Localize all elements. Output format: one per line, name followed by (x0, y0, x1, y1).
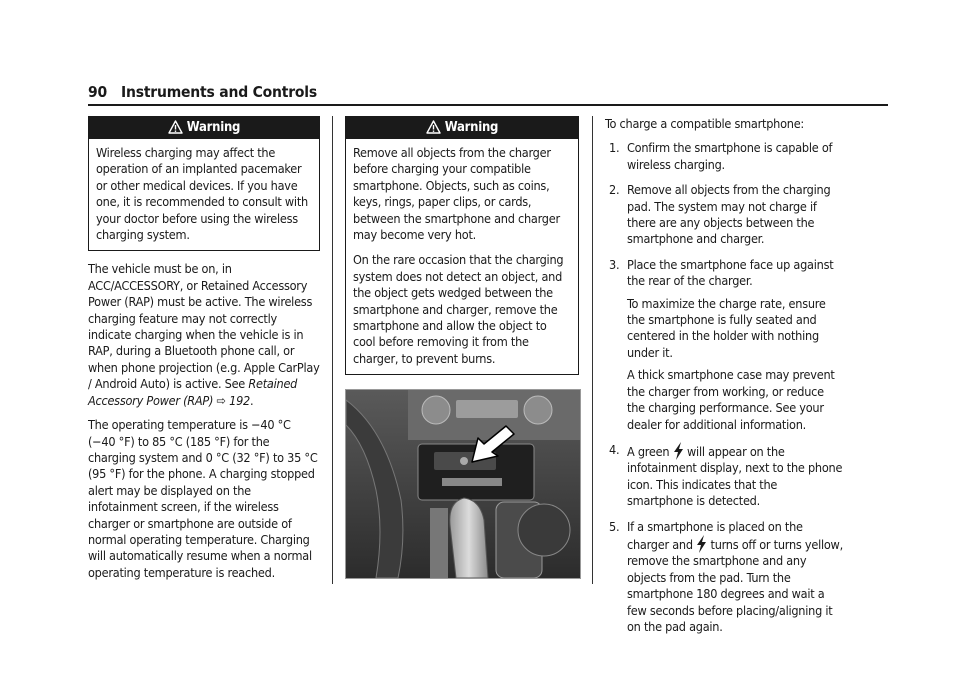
list-item (605, 257, 845, 433)
retained-accessory-power-link[interactable]: Retained Accessory Power (RAP) (88, 376, 298, 408)
warning-header (89, 117, 319, 139)
page-header (88, 83, 317, 101)
paragraph-power-mode-text: The vehicle must be on, in ACC/ACCESSORY, or Retained Accessory Power (RAP) must be active. The wireless charging feature may not correctly indicate charging when the vehicle is in RAP, during a Bluetooth phone call, or when phone projection (e.g. Apple CarPlay / Android Auto) is active. See (88, 261, 320, 392)
list-item (605, 519, 845, 636)
charging-steps (605, 140, 845, 635)
column-2 (345, 116, 579, 579)
column-1 (88, 116, 320, 589)
step-number: 3. (609, 256, 620, 272)
warning-paragraph-1: Remove all objects from the charger before charging your compatible smartphone. Objects, such as coins, keys, rings, paper clips, or cards, between the smartphone and charger may become very hot. (353, 145, 560, 243)
step-number: 1. (609, 140, 620, 156)
step-text: If a smartphone is placed on the charger and (627, 518, 803, 552)
step-number: 2. (609, 182, 620, 198)
lightning-bolt-icon (673, 442, 684, 460)
lightning-bolt-icon (696, 535, 707, 553)
warning-box-pacemaker (88, 116, 320, 251)
step-text: Confirm the smartphone is capable of wireless charging. (627, 140, 833, 172)
warning-text: Wireless charging may affect the operation of an implanted pacemaker or other medical devices. If you have one, it is recommended to consult with your doctor before using the wireless charging system. (96, 145, 308, 243)
step-text: turns off or turns yellow, remove the smartphone and any objects from the pad. Turn the smartphone 180 degrees and wait a few seconds before placing/aligning it on the pad again. (627, 536, 843, 634)
warning-header (346, 117, 578, 139)
column-divider-2 (592, 116, 593, 584)
page-number: 90 (88, 83, 108, 101)
wireless-charger-illustration (345, 389, 581, 579)
warning-title: Warning (444, 120, 499, 135)
page-reference-arrow-icon: ⇨ (216, 392, 226, 408)
step-subtext: A thick smartphone case may prevent the charger from working, or reduce the charging performance. See your dealer for additional information. (627, 367, 835, 432)
paragraph-operating-temperature: The operating temperature is −40 °C (−40 °F) to 85 °C (185 °F) for the charging system and 0 °C (32 °F) to 35 °C (95 °F) for the phone. A charging stopped alert may be displayed on the infotainment screen, if the wireless charger or smartphone are outside of normal operating temperature. Charging will automatically resume when a normal operating temperature is reached. (88, 417, 318, 580)
warning-triangle-icon (426, 120, 441, 134)
charging-intro: To charge a compatible smartphone: (605, 116, 804, 131)
list-item (605, 182, 845, 248)
step-text: will appear on the infotainment display, next to the phone icon. This indicates that the smartphone is detected. (627, 443, 843, 509)
warning-box-objects (345, 116, 579, 375)
section-title: Instruments and Controls (121, 83, 317, 101)
list-item (605, 442, 845, 510)
paragraph-power-mode: The vehicle must be on, in ACC/ACCESSORY, or Retained Accessory Power (RAP) must be active. The wireless charging feature may not correctly indicate charging when the vehicle is in RAP, during a Bluetooth phone call, or when phone projection (e.g. Apple CarPlay / Android Auto) is active. See Retained Accessory Power (RAP) ⇨ 192. (88, 261, 320, 408)
step-text: A green (627, 443, 670, 459)
step-subtext: To maximize the charge rate, ensure the smartphone is fully seated and centered in the holder with nothing under it. (627, 295, 826, 360)
step-text: Place the smartphone face up against the rear of the charger. (627, 256, 834, 289)
column-divider-1 (332, 116, 333, 584)
warning-title: Warning (186, 120, 241, 135)
charger-console-image (346, 390, 580, 578)
warning-paragraph-2: On the rare occasion that the charging system does not detect an object, and the object gets wedged between the smartphone and charger, remove the smartphone and allow the object to cool before removing it from the charger, to prevent burns. (353, 252, 564, 366)
step-text: Remove all objects from the charging pad. The system may not charge if there are any objects between the smartphone and charger. (627, 182, 831, 247)
column-3 (605, 116, 845, 644)
warning-triangle-icon (168, 120, 183, 134)
list-item (605, 140, 845, 173)
step-number: 4. (609, 441, 620, 457)
step-number: 5. (609, 518, 620, 534)
header-rule (88, 104, 888, 106)
reference-page-number[interactable]: 192 (229, 392, 251, 408)
